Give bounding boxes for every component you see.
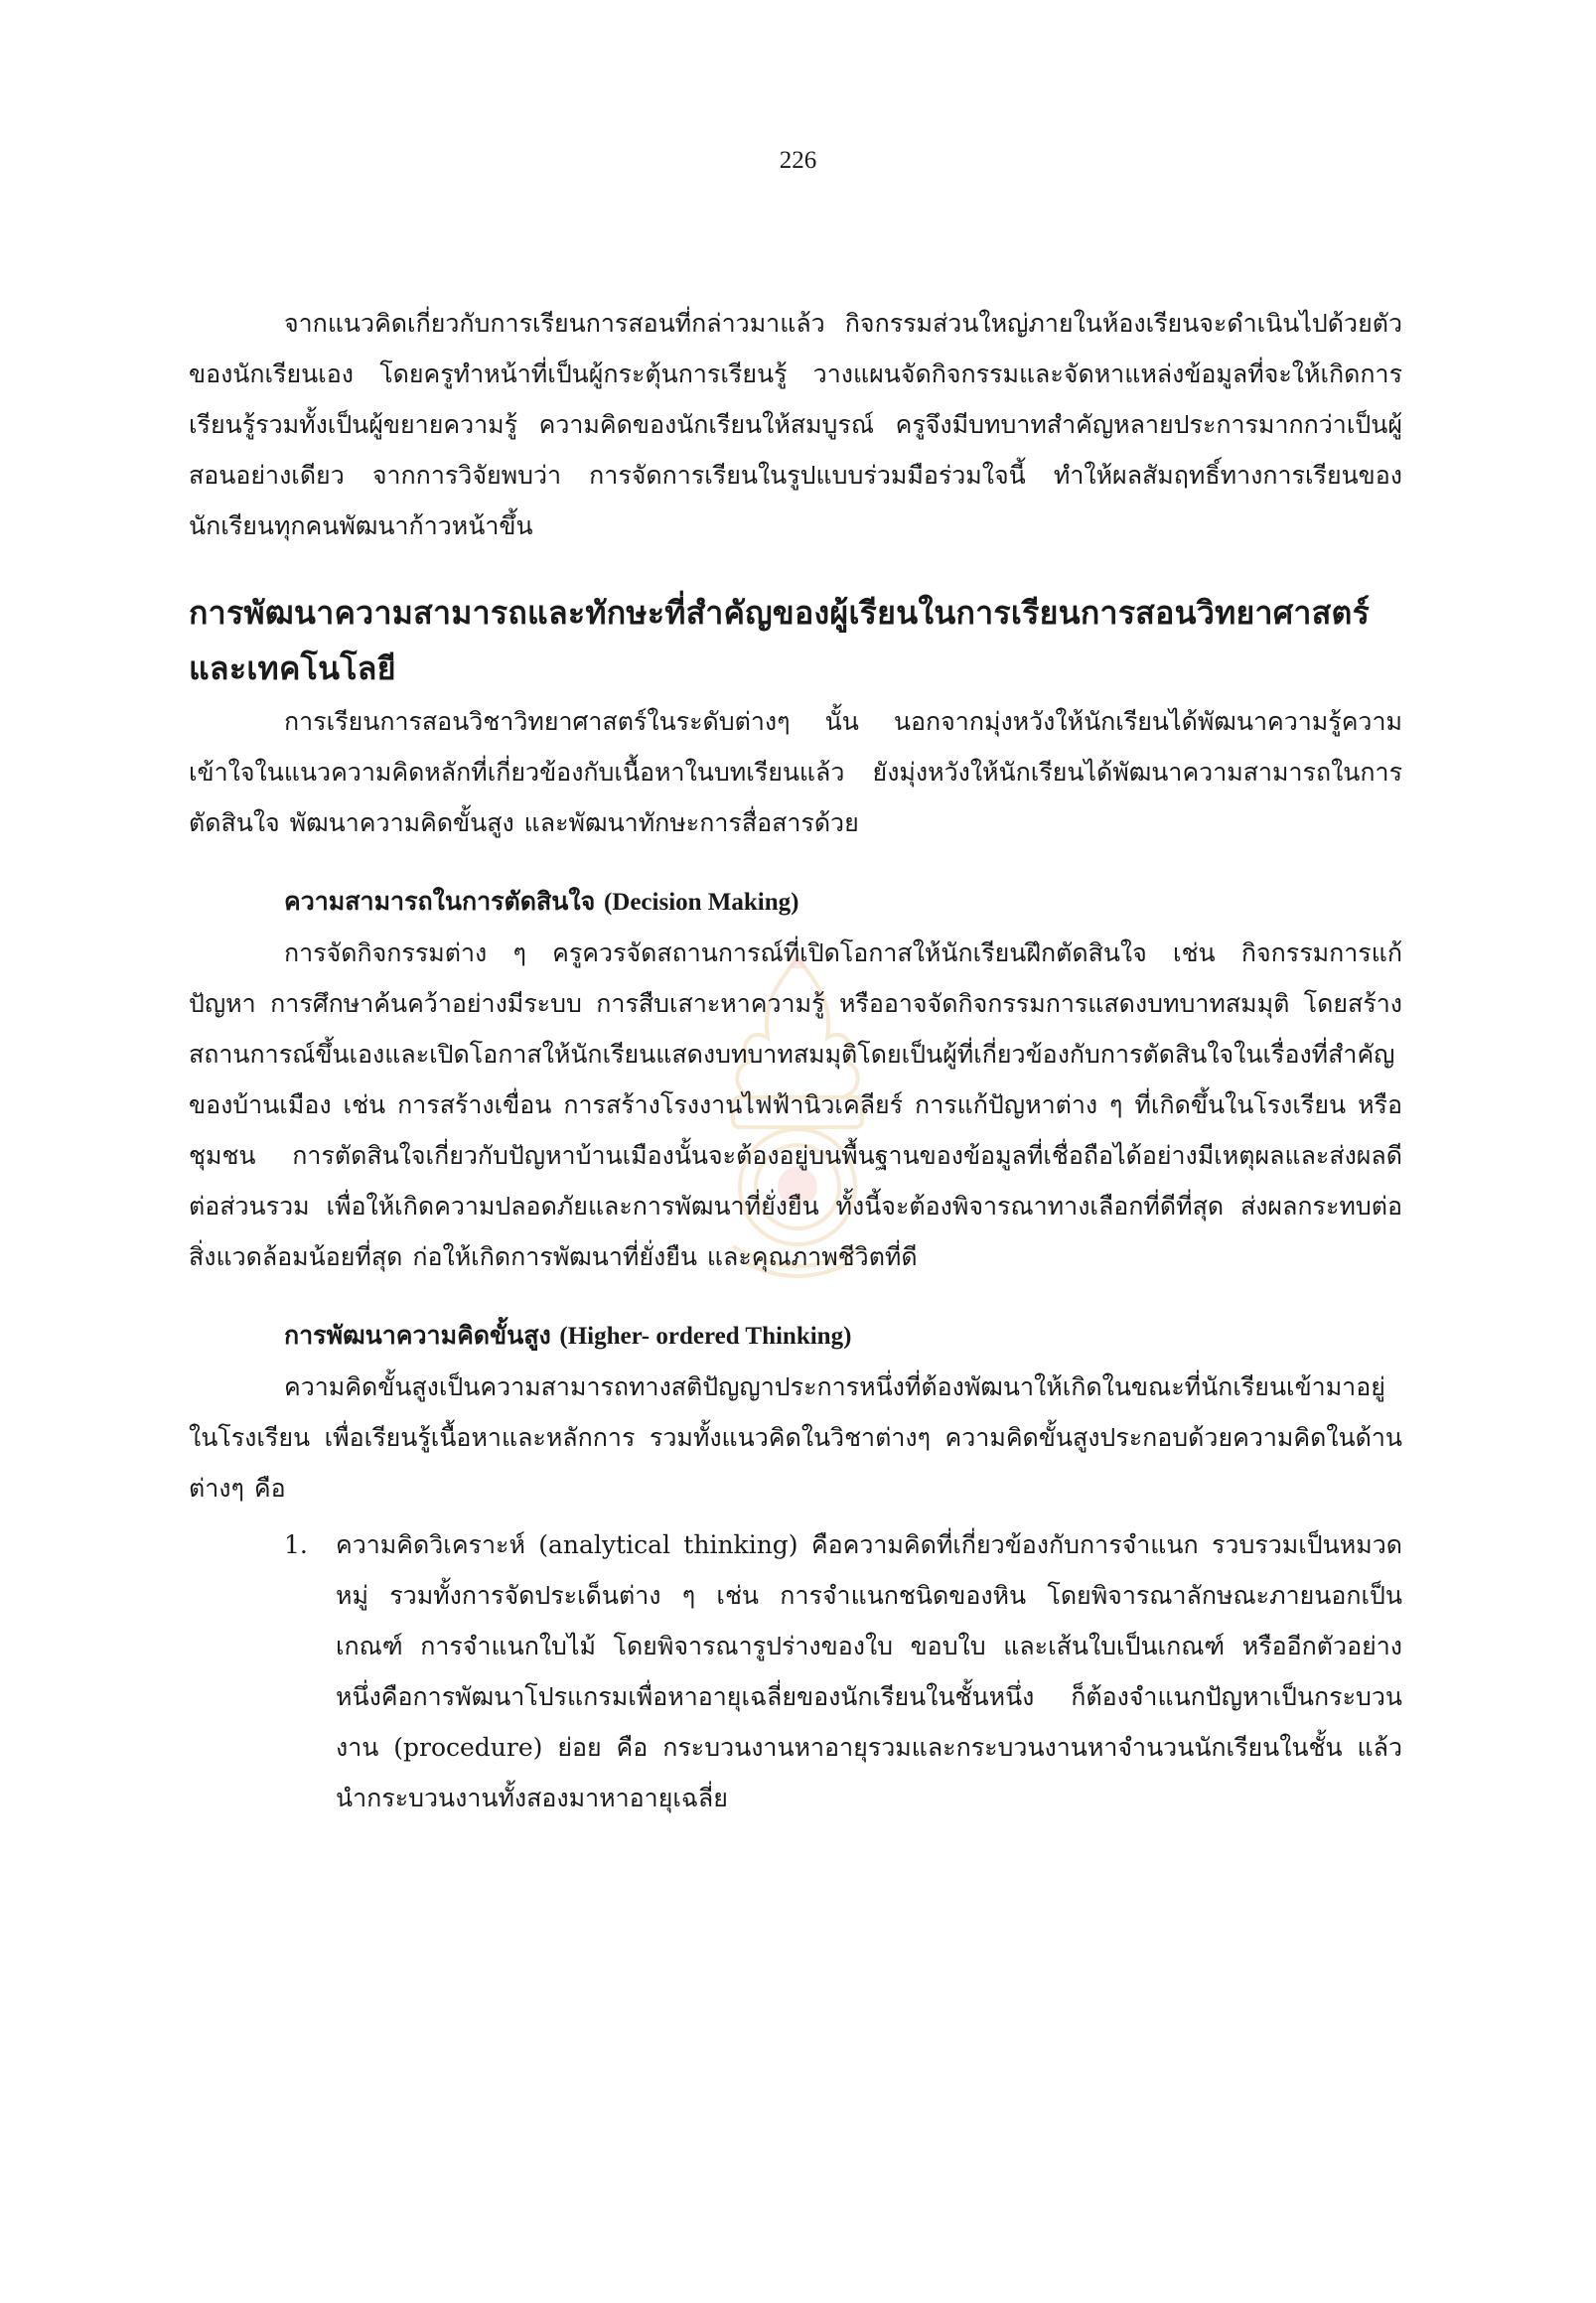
decision-making-heading-th: ความสามารถในการตัดสินใจ xyxy=(284,887,596,916)
decision-making-heading xyxy=(284,876,1402,928)
decision-making-paragraph: การจัดกิจกรรมต่าง ๆ ครูควรจัดสถานการณ์ที่เปิดโอกาสให้นักเรียนฝึกตัดสินใจ เช่น กิจกรรมการแก้ปัญหา การศึกษาค้นคว้าอย่างมีระบบ การสืบเสาะหาความรู้ หรืออาจจัดกิจกรรมการแสดงบทบาทสมมุติ โดยสร้างสถานการณ์ขึ้นเองและเปิดโอกาสให้นักเรียนแสดงบทบาทสมมุติโดยเป็นผู้ที่เกี่ยวข้องกับการตัดสินใจในเรื่องที่สำคัญของบ้านเมือง เช่น การสร้างเขื่อน การสร้างโรงงานไฟฟ้านิวเคลียร์ การแก้ปัญหาต่าง ๆ ที่เกิดขึ้นในโรงเรียน หรือชุมชน การตัดสินใจเกี่ยวกับปัญหาบ้านเมืองนั้นจะต้องอยู่บนพื้นฐานของข้อมูลที่เชื่อถือได้อย่างมีเหตุผลและส่งผลดีต่อส่วนรวม เพื่อให้เกิดความปลอดภัยและการพัฒนาที่ยั่งยืน ทั้งนี้จะต้องพิจารณาทางเลือกที่ดีที่สุด ส่งผลกระทบต่อสิ่งแวดล้อมน้อยที่สุด ก่อให้เกิดการพัฒนาที่ยั่งยืน และคุณภาพชีวิตที่ดี xyxy=(189,938,1402,1271)
section-intro-paragraph: การเรียนการสอนวิชาวิทยาศาสตร์ในระดับต่างๆ นั้น นอกจากมุ่งหวังให้นักเรียนได้พัฒนาความรู้ความเข้าใจในแนวความคิดหลักที่เกี่ยวข้องกับเนื้อหาในบทเรียนแล้ว ยังมุ่งหวังให้นักเรียนได้พัฒนาความสามารถในการตัดสินใจ พัฒนาความคิดขั้นสูง และพัฒนาทักษะการสื่อสารด้วย xyxy=(189,707,1402,837)
higher-thinking-paragraph: ความคิดขั้นสูงเป็นความสามารถทางสติปัญญาประการหนึ่งที่ต้องพัฒนาให้เกิดในขณะที่นักเรียนเข้ามาอยู่ในโรงเรียน เพื่อเรียนรู้เนื้อหาและหลักการ รวมทั้งแนวคิดในวิชาต่างๆ ความคิดขั้นสูงประกอบด้วยความคิดในด้านต่างๆ คือ xyxy=(189,1372,1402,1503)
intro-paragraph: จากแนวคิดเกี่ยวกับการเรียนการสอนที่กล่าวมาแล้ว กิจกรรมส่วนใหญ่ภายในห้องเรียนจะดำเนินไปด้วยตัวของนักเรียนเอง โดยครูทำหน้าที่เป็นผู้กระตุ้นการเรียนรู้ วางแผนจัดกิจกรรมและจัดหาแหล่งข้อมูลที่จะให้เกิดการเรียนรู้รวมทั้งเป็นผู้ขยายความรู้ ความคิดของนักเรียนให้สมบูรณ์ ครูจึงมีบทบาทสำคัญหลายประการมากกว่าเป็นผู้สอนอย่างเดียว จากการวิจัยพบว่า การจัดการเรียนในรูปแบบร่วมมือร่วมใจนี้ ทำให้ผลสัมฤทธิ์ทางการเรียนของนักเรียนทุกคนพัฒนาก้าวหน้าขึ้น xyxy=(189,309,1402,540)
list-item-text: ความคิดวิเคราะห์ (analytical thinking) คือความคิดที่เกี่ยวข้องกับการจำแนก รวบรวมเป็นหมวดหมู่ รวมทั้งการจัดประเด็นต่าง ๆ เช่น การจำแนกชนิดของหิน โดยพิจารณาลักษณะภายนอกเป็นเกณฑ์ การจำแนกใบไม้ โดยพิจารณารูปร่างของใบ ขอบใบ และเส้นใบเป็นเกณฑ์ หรืออีกตัวอย่างหนึ่งคือการพัฒนาโปรแกรมเพื่อหาอายุเฉลี่ยของนักเรียนในชั้นหนึ่ง ก็ต้องจำแนกปัญหาเป็นกระบวนงาน (procedure) ย่อย คือ กระบวนงานหาอายุรวมและกระบวนงานหาจำนวนนักเรียนในชั้น แล้วนำกระบวนงานทั้งสองมาหาอายุเฉลี่ย xyxy=(336,1530,1402,1812)
higher-thinking-heading-th: การพัฒนาความคิดขั้นสูง xyxy=(284,1321,551,1350)
list-item-number: 1. xyxy=(284,1530,308,1559)
page-number: 226 xyxy=(779,147,817,174)
list-item xyxy=(189,1519,1402,1823)
decision-making-heading-en: (Decision Making) xyxy=(603,889,799,916)
page-content xyxy=(189,298,1402,1823)
thinking-list xyxy=(189,1519,1402,1823)
section-heading: การพัฒนาความสามารถและทักษะที่สำคัญของผู้เรียนในการเรียนการสอนวิทยาศาสตร์และเทคโนโลยี xyxy=(189,594,1371,687)
higher-thinking-heading xyxy=(284,1310,1402,1362)
higher-thinking-heading-en: (Higher- ordered Thinking) xyxy=(559,1323,852,1350)
